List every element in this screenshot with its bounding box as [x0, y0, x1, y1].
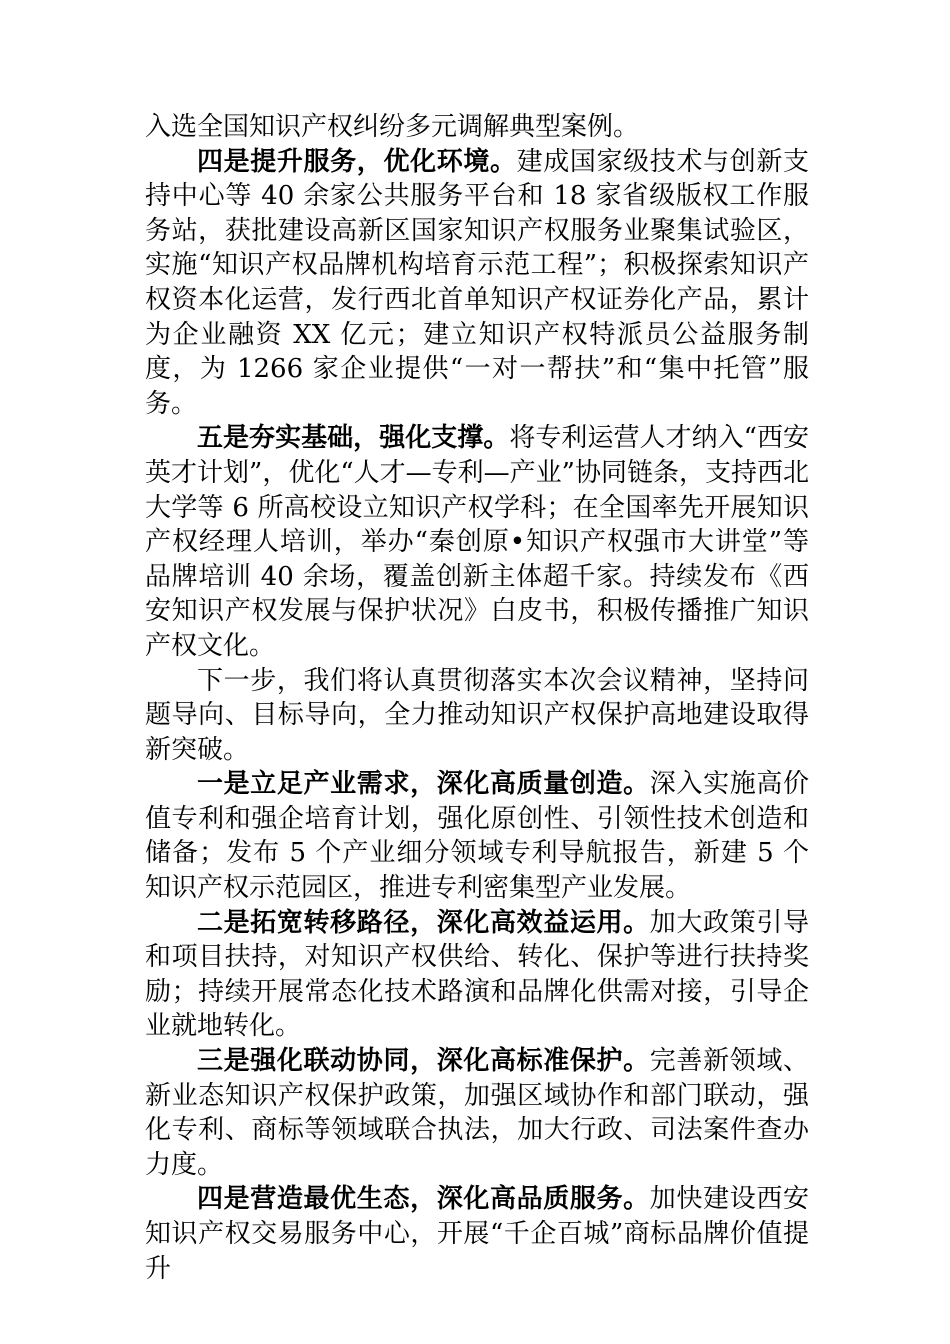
paragraph-text: 加大政策引导和项目扶持，对知识产权供给、转化、保护等进行扶持奖励；持续开展常态化技术路演和品牌化供需对接，引导企业就地转化。	[145, 907, 809, 1042]
paragraph-text: 将专利运营人才纳入“西安英才计划”，优化“人才—专利—产业”协同链条，支持西北大学等 6 所高校设立知识产权学科；在全国率先开展知识产权经理人培训，举办“秦创原•知识产权强市大讲堂”等品牌培训 40 余场，覆盖创新主体超千家。持续发布《西安知识产权发展与保护状况》白皮书，积极传播推广知识产权文化。	[145, 423, 809, 661]
paragraph	[145, 1182, 809, 1286]
paragraph-lead: 三是强化联动协同，深化高标准保护。	[197, 1046, 650, 1077]
paragraph	[145, 110, 809, 145]
paragraph-lead: 四是营造最优生态，深化高品质服务。	[197, 1184, 650, 1215]
document-page	[145, 110, 809, 1286]
paragraph-lead: 一是立足产业需求，深化高质量创造。	[197, 769, 650, 800]
paragraph-text: 加快建设西安知识产权交易服务中心，开展“千企百城”商标品牌价值提升	[145, 1184, 809, 1284]
paragraph-text: 入选全国知识产权纠纷多元调解典型案例。	[145, 112, 640, 142]
paragraph	[145, 767, 809, 905]
paragraph	[145, 1044, 809, 1182]
paragraph	[145, 145, 809, 422]
paragraph	[145, 664, 809, 768]
paragraph-lead: 五是夯实基础，强化支撑。	[197, 423, 510, 454]
paragraph	[145, 906, 809, 1044]
paragraph-text: 深入实施高价值专利和强企培育计划，强化原创性、引领性技术创造和储备；发布 5 个产业细分领域专利导航报告，新建 5 个知识产权示范园区，推进专利密集型产业发展。	[145, 769, 809, 904]
paragraph-text: 下一步，我们将认真贯彻落实本次会议精神，坚持问题导向、目标导向，全力推动知识产权保护高地建设取得新突破。	[145, 665, 809, 765]
paragraph-lead: 四是提升服务，优化环境。	[197, 146, 517, 177]
paragraph-text: 建成国家级技术与创新支持中心等 40 余家公共服务平台和 18 家省级版权工作服务站，获批建设高新区国家知识产权服务业聚集试验区，实施“知识产权品牌机构培育示范工程”；积极探索知识产权资本化运营，发行西北首单知识产权证券化产品，累计为企业融资 XX 亿元；建立知识产权特派员公益服务制度，为 1266 家企业提供“一对一帮扶”和“集中托管”服务。	[145, 146, 809, 419]
paragraph-text: 完善新领域、新业态知识产权保护政策，加强区域协作和部门联动，强化专利、商标等领域联合执法，加大行政、司法案件查办力度。	[145, 1046, 809, 1180]
paragraph	[145, 421, 809, 663]
paragraph-lead: 二是拓宽转移路径，深化高效益运用。	[197, 907, 650, 938]
